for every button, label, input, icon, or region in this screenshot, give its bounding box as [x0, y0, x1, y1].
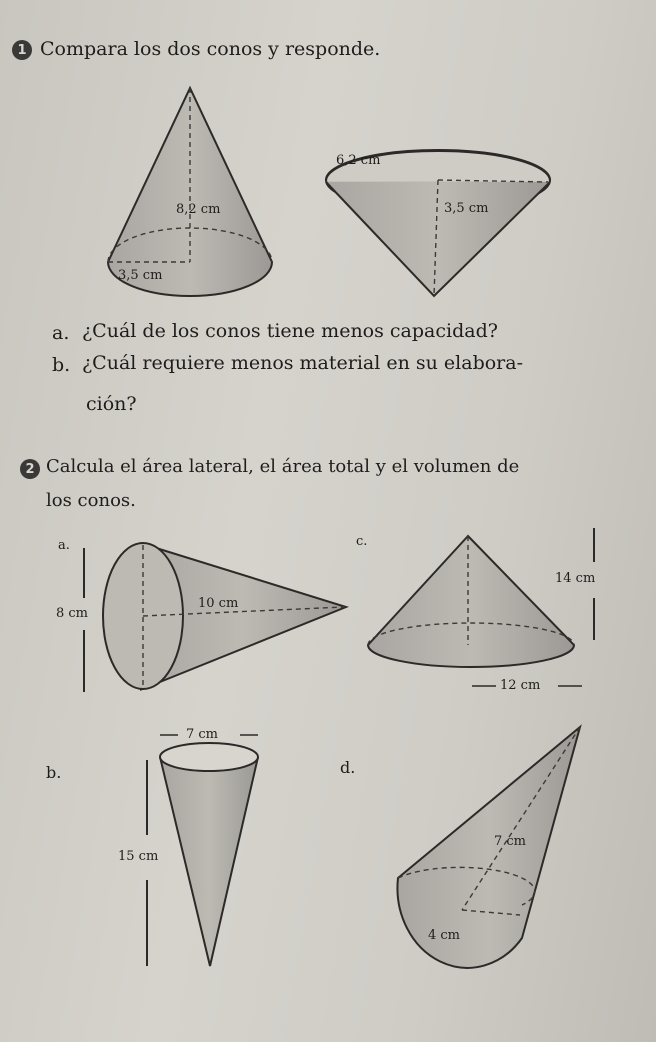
- cone-c-letter: c.: [356, 534, 368, 549]
- cone-a-dim2: 10 cm: [198, 596, 239, 611]
- question-b-text: ¿Cuál requiere menos material en su elabora-: [82, 352, 523, 374]
- cone-b: [147, 735, 258, 966]
- cone-a: [84, 543, 346, 692]
- cone-a-dim1: 8 cm: [56, 606, 89, 621]
- cone-c-dim1: 14 cm: [555, 571, 596, 586]
- cone-d: [397, 727, 580, 968]
- cone-1-left: [108, 88, 272, 296]
- exercise-1-badge: 1: [12, 40, 32, 60]
- question-b-text-continued: ción?: [86, 393, 137, 415]
- exercise-1-title: Compara los dos conos y responde.: [40, 38, 381, 60]
- question-a-letter: a.: [52, 322, 70, 344]
- cone-2-height-label: 6,2 cm: [336, 153, 381, 168]
- cone-c: [368, 528, 594, 686]
- cone-2-right: [326, 150, 550, 296]
- cone-d-dim2: 4 cm: [428, 928, 461, 943]
- cone-2-radius-label: 3,5 cm: [444, 201, 489, 216]
- cone-1-height-label: 8,2 cm: [176, 202, 221, 217]
- question-a-text: ¿Cuál de los conos tiene menos capacidad?: [82, 320, 498, 342]
- cone-b-dim2: 15 cm: [118, 849, 159, 864]
- exercise-2-title-line1: Calcula el área lateral, el área total y el volumen de: [46, 456, 520, 477]
- cone-d-dim1: 7 cm: [494, 834, 527, 849]
- cone-b-letter: b.: [46, 763, 62, 782]
- cone-1-radius-label: 3,5 cm: [118, 268, 163, 283]
- exercise-2-title-line2: los conos.: [46, 490, 136, 511]
- exercise-2-badge: 2: [20, 459, 40, 479]
- cone-b-dim1: 7 cm: [186, 727, 219, 742]
- cone-a-letter: a.: [58, 538, 70, 553]
- cone-d-letter: d.: [340, 758, 356, 777]
- question-b-letter: b.: [52, 354, 71, 376]
- cone-c-dim2: 12 cm: [500, 678, 541, 693]
